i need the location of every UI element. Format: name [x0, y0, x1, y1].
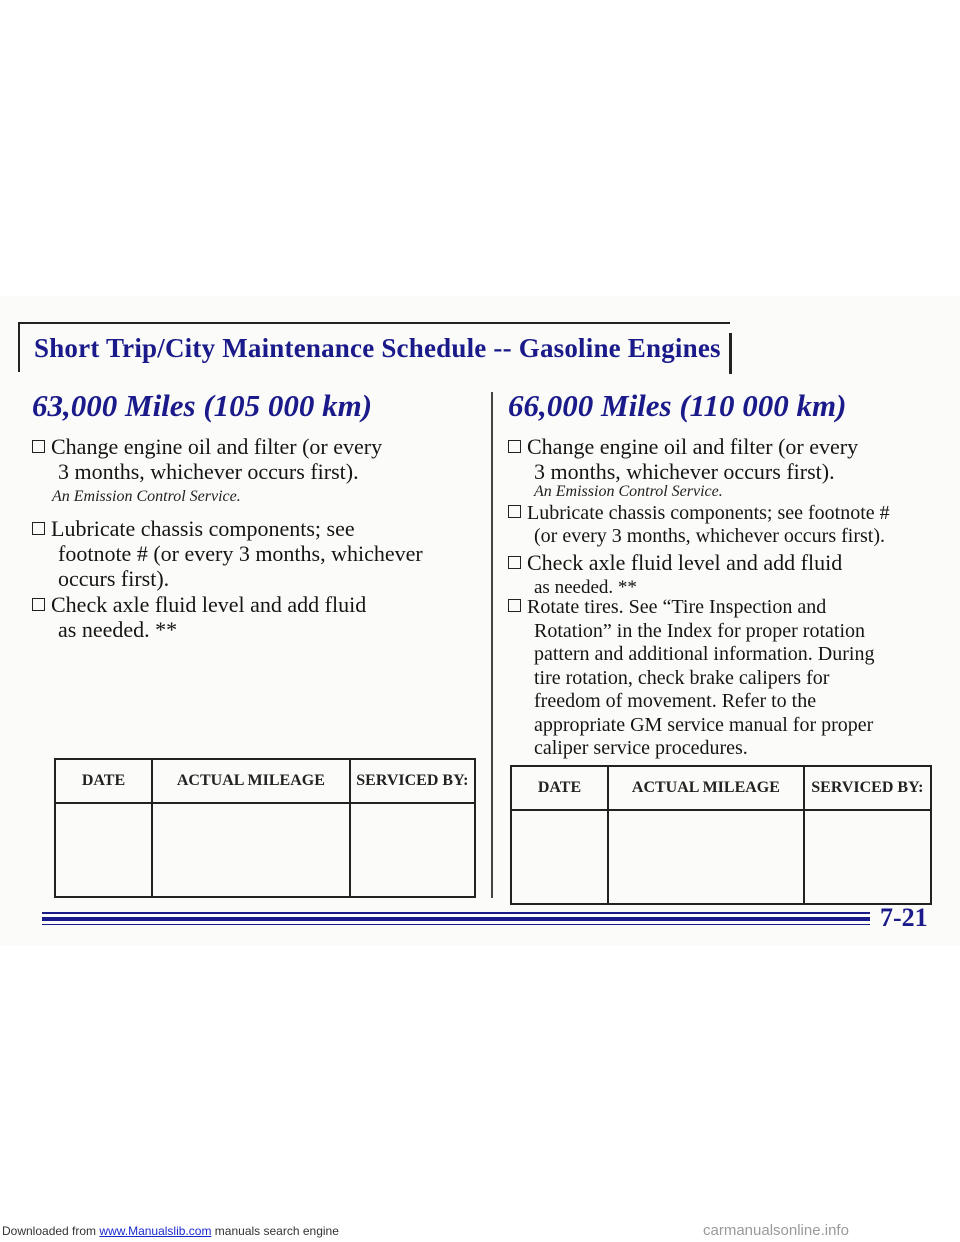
column-divider: [491, 392, 493, 898]
checkbox-icon[interactable]: [32, 598, 45, 611]
right-item-3: Check axle fluid level and add fluid as needed. **: [508, 550, 842, 600]
serviced-cell[interactable]: [804, 810, 931, 904]
watermark: carmanualsonline.info: [703, 1222, 849, 1239]
left-item-3: Check axle fluid level and add fluid as needed. **: [32, 592, 366, 642]
right-section-title: 66,000 Miles (110 000 km): [508, 388, 847, 423]
serviced-cell[interactable]: [350, 803, 475, 897]
checkbox-icon[interactable]: [508, 505, 521, 518]
serviced-header: SERVICED BY:: [350, 759, 475, 803]
right-item-1: Change engine oil and filter (or every 3 months, whichever occurs first).: [508, 434, 858, 484]
page-title: Short Trip/City Maintenance Schedule -- Gasoline Engines: [34, 333, 721, 363]
left-item-2: Lubricate chassis components; see footnote # (or every 3 months, whichever occurs first).: [32, 516, 423, 591]
serviced-header: SERVICED BY:: [804, 766, 931, 810]
checkbox-icon[interactable]: [508, 599, 521, 612]
left-item-1: Change engine oil and filter (or every 3 months, whichever occurs first).: [32, 434, 382, 484]
date-cell[interactable]: [55, 803, 152, 897]
left-emission-note: An Emission Control Service.: [52, 488, 241, 505]
right-emission-note: An Emission Control Service.: [534, 483, 723, 500]
checkbox-icon[interactable]: [508, 556, 521, 569]
mileage-cell[interactable]: [608, 810, 804, 904]
download-footer: Downloaded from www.Manualslib.com manuals search engine: [2, 1224, 339, 1238]
footer-rule: [42, 924, 870, 925]
right-item-4: Rotate tires. See “Tire Inspection and Rotation” in the Index for proper rotation pattern and additional information. During tire rotation, check brake calipers for freedom of movement. Refer to the appropriate GM service manual for proper caliper service procedures.: [508, 596, 874, 761]
footer-rule: [42, 912, 870, 914]
right-service-record-table: [510, 765, 932, 905]
left-service-record-table: [54, 758, 476, 898]
footer-rule: [42, 917, 870, 921]
checkbox-icon[interactable]: [508, 440, 521, 453]
manualslib-link[interactable]: www.Manualslib.com: [99, 1224, 212, 1238]
mileage-header: ACTUAL MILEAGE: [152, 759, 350, 803]
date-header: DATE: [55, 759, 152, 803]
date-cell[interactable]: [511, 810, 608, 904]
left-section-title: 63,000 Miles (105 000 km): [32, 388, 373, 423]
mileage-cell[interactable]: [152, 803, 350, 897]
mileage-header: ACTUAL MILEAGE: [608, 766, 804, 810]
right-item-2: Lubricate chassis components; see footnote # (or every 3 months, whichever occurs first).: [508, 502, 890, 548]
page-number: 7-21: [880, 903, 928, 932]
checkbox-icon[interactable]: [32, 440, 45, 453]
checkbox-icon[interactable]: [32, 522, 45, 535]
date-header: DATE: [511, 766, 608, 810]
header-frame-edge: [729, 333, 732, 374]
